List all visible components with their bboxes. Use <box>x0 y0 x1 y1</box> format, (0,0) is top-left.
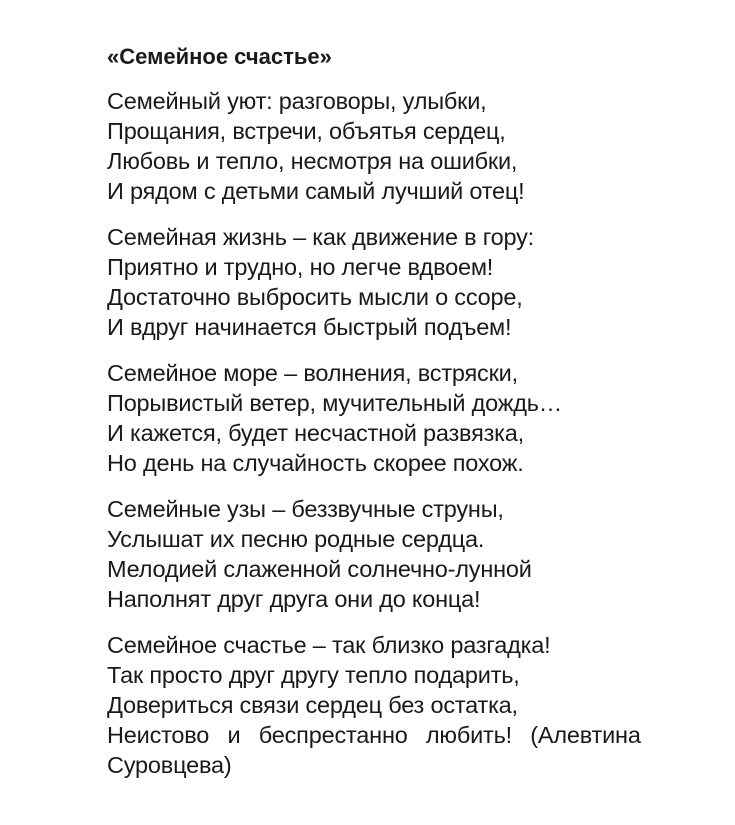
stanza-line: И рядом с детьми самый лучший отец! <box>107 178 525 204</box>
stanza-line: Прощания, встречи, объятья сердец, <box>107 118 506 144</box>
stanza-line: Семейная жизнь – как движение в гору: <box>107 224 534 250</box>
stanza-line: И кажется, будет несчастной развязка, <box>107 420 524 446</box>
stanza-line: Семейные узы – беззвучные струны, <box>107 496 504 522</box>
stanza-line: Довериться связи сердец без остатка, <box>107 692 518 718</box>
stanza-line: Семейный уют: разговоры, улыбки, <box>107 88 487 114</box>
stanza-2 <box>107 222 707 342</box>
poem-document <box>107 40 707 796</box>
stanza-line: Достаточно выбросить мысли о ссоре, <box>107 284 523 310</box>
stanza-line: Семейное счастье – так близко разгадка! <box>107 632 551 658</box>
stanza-line: И вдруг начинается быстрый подъем! <box>107 314 512 340</box>
stanza-line: Семейное море – волнения, встряски, <box>107 360 518 386</box>
stanza-line: Приятно и трудно, но легче вдвоем! <box>107 254 494 280</box>
stanza-1 <box>107 86 707 206</box>
stanza-line: Услышат их песню родные сердца. <box>107 526 485 552</box>
stanza-4 <box>107 494 707 614</box>
stanza-line: Суровцева) <box>107 752 232 778</box>
stanza-line: Порывистый ветер, мучительный дождь… <box>107 390 563 416</box>
stanza-line: Наполнят друг друга они до конца! <box>107 586 481 612</box>
poem-title: «Семейное счастье» <box>107 44 332 69</box>
stanza-line: Мелодией слаженной солнечно-лунной <box>107 556 532 582</box>
stanza-line: Любовь и тепло, несмотря на ошибки, <box>107 148 518 174</box>
stanza-line: Но день на случайность скорее похож. <box>107 450 524 476</box>
stanza-line: Неистово и беспрестанно любить! (Алевтина <box>107 722 641 748</box>
stanza-5 <box>107 630 707 780</box>
stanza-line: Так просто друг другу тепло подарить, <box>107 662 520 688</box>
stanza-3 <box>107 358 707 478</box>
